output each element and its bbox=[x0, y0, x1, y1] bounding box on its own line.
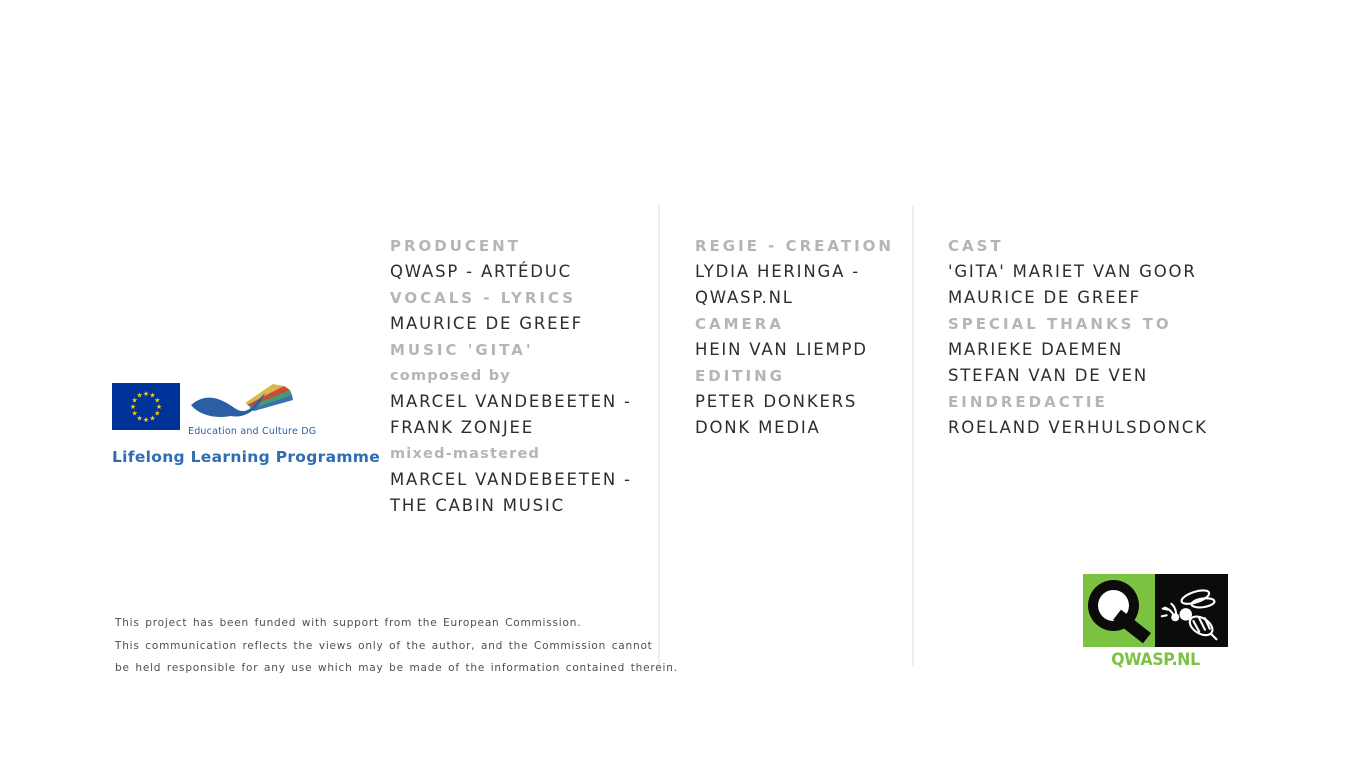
credit-line: MARCEL VANDEBEETEN - bbox=[390, 392, 632, 411]
credit-line: DONK MEDIA bbox=[695, 418, 821, 437]
svg-text:★: ★ bbox=[154, 409, 161, 418]
disclaimer-line: This communication reflects the views only of the author, and the Commission cannot bbox=[115, 639, 653, 652]
svg-text:★: ★ bbox=[136, 391, 143, 400]
credit-line: MAURICE DE GREEF bbox=[390, 314, 583, 333]
funding-disclaimer bbox=[115, 612, 678, 680]
credit-line: MARIEKE DAEMEN bbox=[948, 340, 1124, 359]
credit-line: HEIN VAN LIEMPD bbox=[695, 340, 868, 359]
credit-line: LYDIA HERINGA - bbox=[695, 262, 860, 281]
svg-text:★: ★ bbox=[136, 414, 143, 423]
credits-column-producent bbox=[390, 233, 632, 519]
svg-text:★: ★ bbox=[131, 396, 138, 405]
credit-line: PETER DONKERS bbox=[695, 392, 858, 411]
svg-text:★: ★ bbox=[149, 414, 156, 423]
credit-line: MAURICE DE GREEF bbox=[948, 288, 1141, 307]
credit-line: 'GITA' MARIET VAN GOOR bbox=[948, 262, 1197, 281]
credit-line: EINDREDACTIE bbox=[948, 393, 1108, 411]
disclaimer-line: be held responsible for any use which may be made of the information contained therein. bbox=[115, 662, 678, 674]
credit-line: REGIE - CREATION bbox=[695, 237, 894, 255]
svg-text:★: ★ bbox=[129, 403, 137, 411]
svg-text:★: ★ bbox=[131, 409, 138, 418]
credit-line: QWASP - ARTÉDUC bbox=[390, 262, 572, 281]
svg-text:★: ★ bbox=[155, 403, 163, 411]
education-culture-swoosh-icon bbox=[188, 383, 294, 425]
credit-line: MARCEL VANDEBEETEN - bbox=[390, 470, 632, 489]
lifelong-learning-programme-label: Lifelong Learning Programme bbox=[112, 448, 381, 466]
credit-line: ROELAND VERHULSDONCK bbox=[948, 418, 1208, 437]
credit-line: composed by bbox=[390, 368, 511, 384]
eu-flag-icon bbox=[112, 383, 180, 430]
column-divider bbox=[912, 205, 914, 667]
credits-column-regie bbox=[695, 233, 894, 441]
credit-line: CAMERA bbox=[695, 315, 784, 333]
credit-line: EDITING bbox=[695, 367, 785, 385]
svg-text:★: ★ bbox=[142, 416, 150, 424]
credit-line: QWASP.NL bbox=[695, 288, 794, 307]
svg-text:★: ★ bbox=[149, 391, 156, 400]
credit-line: STEFAN VAN DE VEN bbox=[948, 366, 1148, 385]
credit-line: mixed-mastered bbox=[390, 446, 541, 462]
credit-line: VOCALS - LYRICS bbox=[390, 289, 577, 307]
credit-line: CAST bbox=[948, 237, 1004, 255]
eu-funding-block bbox=[112, 383, 380, 466]
credit-line: MUSIC 'GITA' bbox=[390, 341, 534, 359]
disclaimer-line: This project has been funded with support from the European Commission. bbox=[115, 617, 582, 629]
qwasp-q-icon bbox=[1083, 574, 1155, 647]
svg-text:★: ★ bbox=[154, 396, 161, 405]
column-divider bbox=[658, 205, 660, 667]
credit-line: FRANK ZONJEE bbox=[390, 418, 534, 437]
qwasp-logo bbox=[1083, 574, 1228, 670]
wasp-icon bbox=[1155, 574, 1228, 647]
qwasp-url-label: QWASP.NL bbox=[1111, 650, 1200, 670]
credit-line: PRODUCENT bbox=[390, 237, 521, 255]
credit-line: THE CABIN MUSIC bbox=[390, 496, 565, 515]
education-culture-dg-label: Education and Culture DG bbox=[188, 426, 317, 437]
credits-column-cast bbox=[948, 233, 1208, 441]
credit-line: SPECIAL THANKS TO bbox=[948, 315, 1172, 333]
svg-text:★: ★ bbox=[142, 390, 150, 398]
